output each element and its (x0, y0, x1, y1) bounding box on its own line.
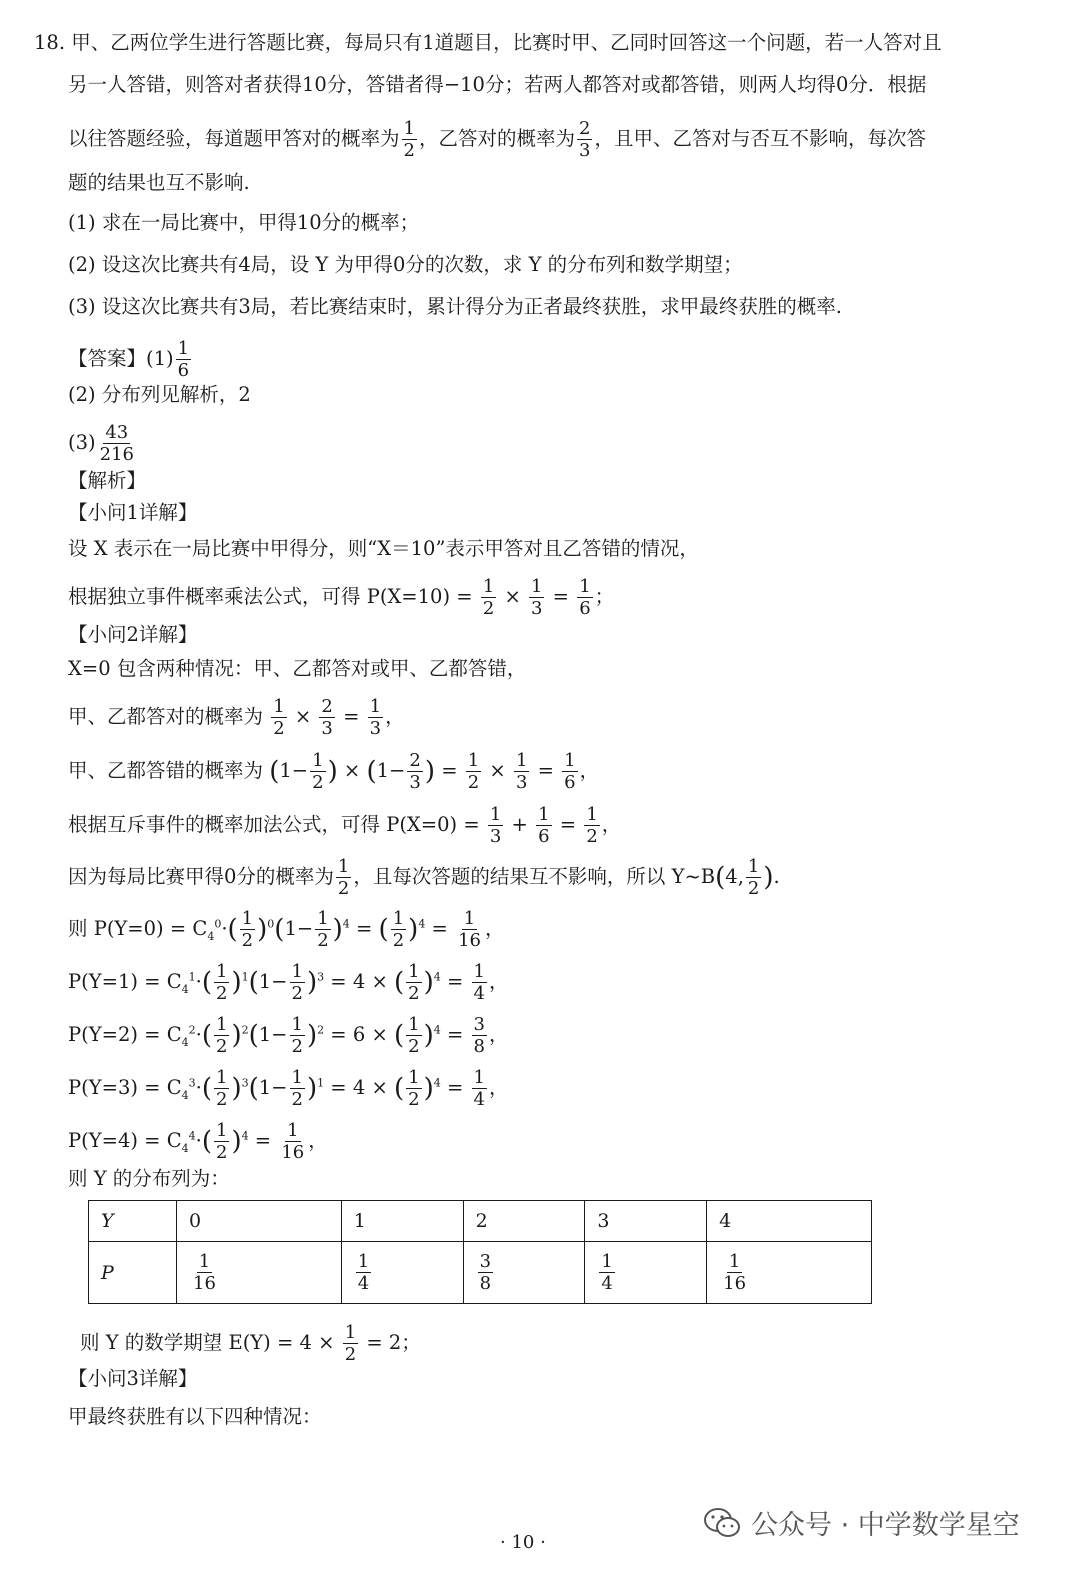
table-cell: $\frac{1}{16}$ (707, 1242, 872, 1304)
question-2: (2) 设这次比赛共有4局，设 Y 为甲得0分的次数，求 Y 的分布列和数学期望； (68, 253, 743, 276)
problem-line-4: 题的结果也互不影响. (68, 171, 250, 194)
fraction: $\frac{1}{6}$ (177, 338, 190, 381)
s1-line-2: 根据独立事件概率乘法公式，可得 P(X=10) = $\frac{1}{2}$ × $\frac{1}{3}$ = $\frac{1}{6}$ ； (68, 576, 615, 619)
s2-line-5: 因为每局比赛甲得0分的概率为 $\frac{1}{2}$ ，且每次答题的结果互不影响，所以 Y~B(4, $\frac{1}{2}$ ). (68, 856, 780, 899)
table-cell: 1 (341, 1201, 463, 1242)
solution-label: 【解析】 (68, 469, 147, 492)
py4-line: $P(Y=4) = C_4^4\cdot$( $\frac{1}{2}$ )$^4$ = $\frac{1}{16}$ ， (68, 1120, 328, 1163)
expectation-line: 则 Y 的数学期望 E(Y) = 4 × $\frac{1}{2}$ = 2； (80, 1322, 421, 1365)
py2-line: $P(Y=2) = C_4^2\cdot$( $\frac{1}{2}$ )$^2$(1− $\frac{1}{2}$ )$^2$ = 6 × ( $\frac{1}{2}$ )$^4$ = $\frac{3}{8}$ ， (68, 1014, 509, 1057)
answer-1: 【答案】(1) $\frac{1}{6}$ (68, 338, 190, 381)
watermark (703, 1503, 1020, 1542)
fraction: $\frac{43}{216}$ (99, 422, 134, 465)
sub2-label: 【小问2详解】 (68, 623, 198, 646)
dist-intro: 则 Y 的分布列为： (68, 1167, 230, 1190)
s2-line-1: X=0 包含两种情况：甲、乙都答对或甲、乙都答错， (68, 657, 527, 680)
problem-line-1: 18. 甲、乙两位学生进行答题比赛，每局只有1道题目，比赛时甲、乙同时回答这一个问题，若一人答对且 (34, 31, 942, 54)
answer-2: (2) 分布列见解析，2 (68, 383, 251, 406)
py0-line: 则 $P(Y=0) = C_4^0\cdot$( $\frac{1}{2}$ )$^0$(1− $\frac{1}{2}$ )$^4$ = ( $\frac{1}{2}$ )$^4$ = $\frac{1}{16}$ ， (68, 908, 505, 951)
distribution-table (88, 1200, 872, 1304)
s1-line-1: 设 X 表示在一局比赛中甲得分，则“X＝10”表示甲答对且乙答错的情况， (68, 537, 699, 560)
s2-line-4: 根据互斥事件的概率加法公式，可得 P(X=0) = $\frac{1}{3}$ + $\frac{1}{6}$ = $\frac{1}{2}$ ， (68, 804, 622, 847)
s2-line-3: 甲、乙都答错的概率为 (1− $\frac{1}{2}$ ) × (1− $\frac{2}{3}$ ) = $\frac{1}{2}$ × $\frac{1}{3}$ = $\frac{1}{6}$ ， (68, 750, 600, 793)
question-3: (3) 设这次比赛共有3局，若比赛结束时，累计得分为正者最终获胜，求甲最终获胜的概率. (68, 295, 842, 318)
py1-line: $P(Y=1) = C_4^1\cdot$( $\frac{1}{2}$ )$^1$(1− $\frac{1}{2}$ )$^3$ = 4 × ( $\frac{1}{2}$ )$^4$ = $\frac{1}{4}$ ， (68, 961, 509, 1004)
problem-line-2: 另一人答错，则答对者获得10分，答错者得−10分；若两人都答对或都答错，则两人均得0分．根据 (68, 73, 927, 96)
table-cell: 4 (707, 1201, 872, 1242)
table-row (89, 1242, 872, 1304)
table-cell: $\frac{1}{4}$ (341, 1242, 463, 1304)
problem-number: 18. (34, 31, 66, 54)
answer-3: (3) $\frac{43}{216}$ (68, 422, 134, 465)
sub1-label: 【小问1详解】 (68, 501, 198, 524)
page-number: · 10 · (500, 1532, 546, 1553)
table-cell: 3 (585, 1201, 707, 1242)
answer-label: 【答案】 (68, 347, 147, 370)
s3-line-1: 甲最终获胜有以下四种情况： (68, 1405, 322, 1428)
py3-line: $P(Y=3) = C_4^3\cdot$( $\frac{1}{2}$ )$^3$(1− $\frac{1}{2}$ )$^1$ = 4 × ( $\frac{1}{2}$ )$^4$ = $\frac{1}{4}$ ， (68, 1067, 509, 1110)
table-head-y: Y (89, 1201, 177, 1242)
table-head-p: P (89, 1242, 177, 1304)
question-1: (1) 求在一局比赛中，甲得10分的概率； (68, 211, 420, 234)
fraction: $\frac{1}{2}$ (403, 118, 415, 161)
sub3-label: 【小问3详解】 (68, 1367, 198, 1390)
s2-line-2: 甲、乙都答对的概率为 $\frac{1}{2}$ × $\frac{2}{3}$ = $\frac{1}{3}$ ， (68, 696, 405, 739)
table-cell: 0 (177, 1201, 342, 1242)
problem-line-3: 以往答题经验，每道题甲答对的概率为 $\frac{1}{2}$ ，乙答对的概率为 $\frac{2}{3}$ ，且甲、乙答对与否互不影响，每次答 (68, 118, 926, 161)
table-cell: $\frac{3}{8}$ (463, 1242, 585, 1304)
table-cell: $\frac{1}{4}$ (585, 1242, 707, 1304)
table-cell: $\frac{1}{16}$ (177, 1242, 342, 1304)
table-row (89, 1201, 872, 1242)
wechat-icon (703, 1507, 741, 1539)
table-cell: 2 (463, 1201, 585, 1242)
watermark-text: 公众号 · 中学数学星空 (751, 1510, 1020, 1541)
fraction: $\frac{2}{3}$ (578, 118, 591, 161)
